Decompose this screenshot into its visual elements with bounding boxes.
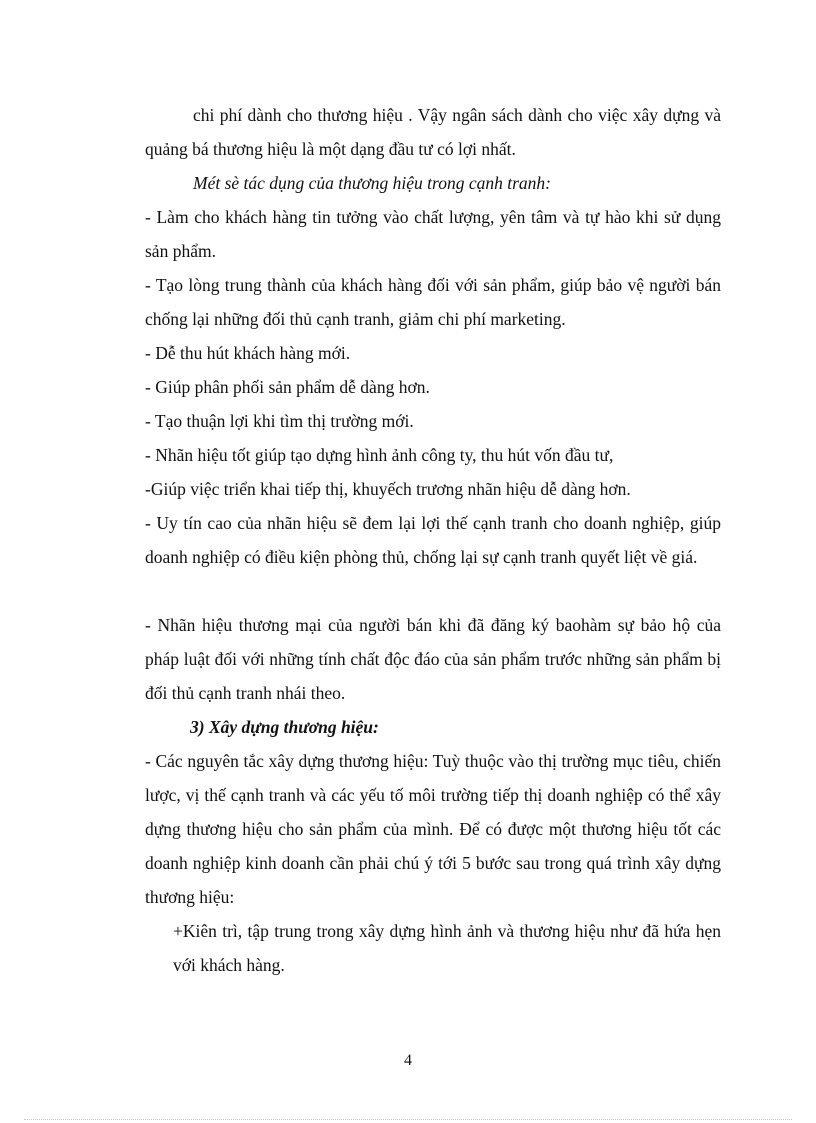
paragraph-distribution: - Giúp phân phối sản phẩm dễ dàng hơn. — [145, 377, 430, 397]
page-bottom-border — [24, 1119, 792, 1120]
paragraph-new-markets: - Tạo thuận lợi khi tìm thị trường mới. — [145, 411, 414, 431]
paragraph-legal-protection: - Nhãn hiệu thương mại của người bán khi đã đăng ký baohàm sự bảo hộ của pháp luật đối với những tính chất độc đáo của sản phẩm trước những sản phẩm bị đối thủ cạnh tranh nhái theo. — [145, 615, 721, 703]
paragraph-marketing: -Giúp việc triển khai tiếp thị, khuyếch trương nhãn hiệu dễ dàng hơn. — [145, 479, 631, 499]
paragraph-reputation: - Uy tín cao của nhãn hiệu sẽ đem lại lợi thế cạnh tranh cho doanh nghiệp, giúp doanh nghiệp có điều kiện phòng thủ, chống lại sự cạnh tranh quyết liệt về giá. — [145, 513, 721, 567]
paragraph-trust: - Làm cho khách hàng tin tưởng vào chất lượng, yên tâm và tự hào khi sử dụng sản phẩm. — [145, 207, 721, 261]
paragraph-intro: chi phí dành cho thương hiệu . Vậy ngân sách dành cho việc xây dựng và quảng bá thương hiệu là một dạng đầu tư có lợi nhất. — [145, 105, 721, 159]
page-number: 4 — [404, 1052, 412, 1069]
paragraph-principles: - Các nguyên tắc xây dựng thương hiệu: Tuỳ thuộc vào thị trường mục tiêu, chiến lược, vị thế cạnh tranh và các yếu tố môi trường tiếp thị doanh nghiệp có thể xây dựng thương hiệu cho sản phẩm của mình. Để có được một thương hiệu tốt các doanh nghiệp kinh doanh cần phải chú ý tới 5 bước sau trong quá trình xây dựng thương hiệu: — [145, 751, 721, 907]
subheading-effects: Mét sè tác dụng của thương hiệu trong cạnh tranh: — [193, 173, 551, 193]
paragraph-loyalty: - Tạo lòng trung thành của khách hàng đối với sản phẩm, giúp bảo vệ người bán chống lại những đối thủ cạnh tranh, giảm chi phí marketing. — [145, 275, 721, 329]
paragraph-persistence: +Kiên trì, tập trung trong xây dựng hình ảnh và thương hiệu như đã hứa hẹn với khách hàng. — [173, 921, 721, 975]
paragraph-new-customers: - Dễ thu hút khách hàng mới. — [145, 343, 351, 363]
paragraph-company-image: - Nhãn hiệu tốt giúp tạo dựng hình ảnh công ty, thu hút vốn đầu tư, — [145, 445, 614, 465]
section-heading: 3) Xây dựng thương hiệu: — [190, 717, 379, 737]
